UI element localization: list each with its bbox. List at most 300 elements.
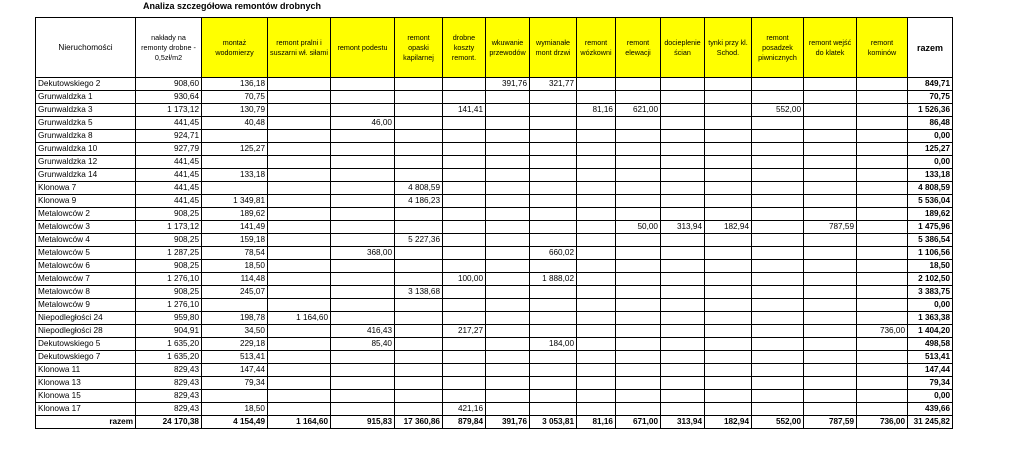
value-cell: 441,45 [136,182,202,195]
value-cell [443,247,486,260]
sheet-title: Analiza szczegółowa remontów drobnych [143,1,322,11]
value-cell [331,390,395,403]
value-cell [616,299,661,312]
header-remont-wejsc: remont wejść do klatek [804,18,857,78]
value-cell [443,312,486,325]
value-cell [268,182,331,195]
value-cell [705,299,752,312]
table-row [36,273,953,286]
header-docieplenie-scian: docieplenie ścian [661,18,705,78]
value-cell [443,169,486,182]
value-cell [804,169,857,182]
value-cell [705,260,752,273]
value-cell: 229,18 [202,338,268,351]
value-cell [443,234,486,247]
value-cell [268,247,331,260]
value-cell [661,351,705,364]
value-cell [857,260,908,273]
header-remont-posadzek: remont posadzek piwnicznych [752,18,804,78]
value-cell [268,221,331,234]
property-name-cell: Grunwaldzka 12 [36,156,136,169]
value-cell [268,143,331,156]
value-cell [395,117,443,130]
property-name-cell: Klonowa 13 [36,377,136,390]
table-row [36,143,953,156]
value-cell [268,377,331,390]
value-cell [395,130,443,143]
value-cell [616,169,661,182]
value-cell [486,364,530,377]
value-cell [857,299,908,312]
row-total-cell: 498,58 [908,338,953,351]
property-name-cell: Metalowców 2 [36,208,136,221]
value-cell [661,364,705,377]
value-cell: 1 276,10 [136,273,202,286]
value-cell [616,156,661,169]
value-cell [661,234,705,247]
property-name-cell: Metalowców 4 [36,234,136,247]
value-cell [530,299,577,312]
value-cell [577,208,616,221]
value-cell [577,260,616,273]
value-cell [616,286,661,299]
table-row [36,286,953,299]
value-cell [268,195,331,208]
value-cell [857,78,908,91]
value-cell [577,338,616,351]
value-cell [705,104,752,117]
value-cell: 1 276,10 [136,299,202,312]
value-cell [395,143,443,156]
value-cell: 391,76 [486,78,530,91]
table-row [36,195,953,208]
value-cell [857,377,908,390]
value-cell [577,390,616,403]
value-cell [486,169,530,182]
value-cell [486,286,530,299]
value-cell: 125,27 [202,143,268,156]
table-row [36,169,953,182]
value-cell [530,156,577,169]
value-cell [577,117,616,130]
value-cell [443,286,486,299]
value-cell [443,143,486,156]
value-cell [443,390,486,403]
value-cell [443,156,486,169]
value-cell [616,351,661,364]
value-cell [705,91,752,104]
value-cell [331,273,395,286]
property-name-cell: Grunwaldzka 1 [36,91,136,104]
total-value-cell: 182,94 [705,416,752,429]
value-cell [804,299,857,312]
value-cell [395,351,443,364]
value-cell [661,208,705,221]
value-cell [661,130,705,143]
value-cell [486,234,530,247]
value-cell: 184,00 [530,338,577,351]
total-value-cell: 17 360,86 [395,416,443,429]
value-cell [486,325,530,338]
value-cell: 141,41 [443,104,486,117]
value-cell: 1 635,20 [136,338,202,351]
value-cell [661,182,705,195]
property-name-cell: Klonowa 15 [36,390,136,403]
value-cell [857,273,908,286]
value-cell [705,130,752,143]
value-cell [752,208,804,221]
value-cell [577,325,616,338]
value-cell [530,351,577,364]
table-row [36,390,953,403]
value-cell [331,195,395,208]
value-cell [661,273,705,286]
value-cell [331,403,395,416]
header-nieruchomosci: Nieruchomości [36,18,136,78]
value-cell [752,143,804,156]
value-cell [804,325,857,338]
row-total-cell: 70,75 [908,91,953,104]
value-cell: 1 349,81 [202,195,268,208]
value-cell [486,195,530,208]
value-cell [530,325,577,338]
value-cell: 141,49 [202,221,268,234]
value-cell: 79,34 [202,377,268,390]
value-cell [705,78,752,91]
value-cell [202,299,268,312]
value-cell [804,78,857,91]
table-row [36,221,953,234]
value-cell [857,338,908,351]
value-cell [395,377,443,390]
value-cell [857,351,908,364]
value-cell [577,312,616,325]
value-cell [752,195,804,208]
value-cell [661,312,705,325]
table-row [36,247,953,260]
value-cell [331,104,395,117]
value-cell: 660,02 [530,247,577,260]
value-cell [331,156,395,169]
property-name-cell: Klonowa 11 [36,364,136,377]
value-cell [395,169,443,182]
value-cell [857,117,908,130]
value-cell [705,351,752,364]
total-value-cell: 879,84 [443,416,486,429]
value-cell [486,104,530,117]
value-cell [395,325,443,338]
value-cell [804,377,857,390]
value-cell [804,91,857,104]
value-cell [486,208,530,221]
value-cell [486,117,530,130]
value-cell [705,208,752,221]
value-cell [857,195,908,208]
value-cell [752,169,804,182]
value-cell [268,78,331,91]
value-cell [331,169,395,182]
value-cell [616,312,661,325]
header-naklady: nakłady na remonty drobne - 0,5zł/m2 [136,18,202,78]
value-cell [616,195,661,208]
value-cell [530,182,577,195]
row-total-cell: 79,34 [908,377,953,390]
value-cell: 50,00 [616,221,661,234]
value-cell: 441,45 [136,117,202,130]
value-cell [577,169,616,182]
table-row [36,377,953,390]
value-cell [331,364,395,377]
value-cell [202,156,268,169]
row-total-cell: 513,41 [908,351,953,364]
total-value-cell: 671,00 [616,416,661,429]
value-cell: 787,59 [804,221,857,234]
value-cell [857,143,908,156]
value-cell: 930,64 [136,91,202,104]
value-cell [661,78,705,91]
value-cell: 114,48 [202,273,268,286]
property-name-cell: Metalowców 7 [36,273,136,286]
value-cell [395,208,443,221]
table-row [36,78,953,91]
value-cell [443,117,486,130]
property-name-cell: Klonowa 17 [36,403,136,416]
row-total-cell: 4 808,59 [908,182,953,195]
value-cell [804,351,857,364]
total-value-cell: 1 164,60 [268,416,331,429]
value-cell [268,156,331,169]
value-cell: 18,50 [202,403,268,416]
value-cell [661,299,705,312]
value-cell [705,182,752,195]
value-cell [616,234,661,247]
value-cell: 368,00 [331,247,395,260]
table-row [36,260,953,273]
value-cell [486,312,530,325]
value-cell [486,247,530,260]
value-cell: 46,00 [331,117,395,130]
value-cell [752,247,804,260]
value-cell [752,325,804,338]
total-value-cell: 736,00 [857,416,908,429]
value-cell: 1 287,25 [136,247,202,260]
value-cell: 182,94 [705,221,752,234]
value-cell: 5 227,36 [395,234,443,247]
value-cell [616,338,661,351]
value-cell [616,325,661,338]
value-cell: 217,27 [443,325,486,338]
value-cell [268,351,331,364]
value-cell [857,182,908,195]
value-cell [661,390,705,403]
row-total-cell: 125,27 [908,143,953,156]
value-cell [331,130,395,143]
value-cell: 3 138,68 [395,286,443,299]
value-cell [857,91,908,104]
value-cell: 159,18 [202,234,268,247]
value-cell [395,91,443,104]
value-cell [530,130,577,143]
total-value-cell: 313,94 [661,416,705,429]
value-cell [268,91,331,104]
value-cell [443,351,486,364]
header-tynki-kl-schod: tynki przy kl. Schod. [705,18,752,78]
row-total-cell: 0,00 [908,299,953,312]
property-name-cell: Niepodległości 28 [36,325,136,338]
value-cell: 4 808,59 [395,182,443,195]
value-cell: 441,45 [136,169,202,182]
value-cell [752,156,804,169]
value-cell [705,338,752,351]
value-cell: 552,00 [752,104,804,117]
value-cell [857,221,908,234]
value-cell [268,325,331,338]
value-cell [752,117,804,130]
value-cell [705,403,752,416]
value-cell [530,390,577,403]
property-name-cell: Grunwaldzka 10 [36,143,136,156]
property-name-cell: Metalowców 6 [36,260,136,273]
value-cell [268,104,331,117]
value-cell [752,312,804,325]
value-cell: 1 888,02 [530,273,577,286]
value-cell [395,273,443,286]
value-cell [530,403,577,416]
total-value-cell: 31 245,82 [908,416,953,429]
header-remont-pralni: remont pralni i suszarni wł. siłami [268,18,331,78]
value-cell [857,364,908,377]
total-value-cell: 391,76 [486,416,530,429]
value-cell [577,195,616,208]
value-cell [395,221,443,234]
row-total-cell: 0,00 [908,390,953,403]
value-cell [857,169,908,182]
value-cell: 621,00 [616,104,661,117]
value-cell [616,247,661,260]
value-cell [331,78,395,91]
value-cell [268,299,331,312]
value-cell: 198,78 [202,312,268,325]
value-cell [577,377,616,390]
value-cell [616,273,661,286]
value-cell [268,117,331,130]
value-cell [616,208,661,221]
value-cell [804,312,857,325]
property-name-cell: Dekutowskiego 5 [36,338,136,351]
header-remont-wozkowni: remont wózkowni [577,18,616,78]
value-cell [486,221,530,234]
value-cell [331,286,395,299]
total-value-cell: 915,83 [331,416,395,429]
row-total-cell: 189,62 [908,208,953,221]
table-row [36,351,953,364]
row-total-cell: 1 475,96 [908,221,953,234]
value-cell [752,273,804,286]
header-remont-kominow: remont kominów [857,18,908,78]
value-cell [616,260,661,273]
value-cell [705,247,752,260]
value-cell [486,143,530,156]
value-cell: 321,77 [530,78,577,91]
table-row [36,182,953,195]
value-cell [661,403,705,416]
total-row [36,416,953,429]
value-cell [268,403,331,416]
value-cell [486,273,530,286]
value-cell [530,169,577,182]
value-cell [752,234,804,247]
value-cell [331,351,395,364]
value-cell [804,130,857,143]
value-cell [268,130,331,143]
value-cell [202,130,268,143]
value-cell [616,130,661,143]
value-cell [331,143,395,156]
value-cell [661,247,705,260]
value-cell [752,390,804,403]
value-cell [616,91,661,104]
value-cell [752,299,804,312]
value-cell [804,234,857,247]
value-cell [577,234,616,247]
value-cell [616,377,661,390]
value-cell [705,234,752,247]
value-cell: 416,43 [331,325,395,338]
value-cell [530,286,577,299]
value-cell [443,364,486,377]
value-cell [616,390,661,403]
value-cell [395,78,443,91]
value-cell [486,338,530,351]
row-total-cell: 5 386,54 [908,234,953,247]
value-cell [705,325,752,338]
value-cell [857,390,908,403]
value-cell [857,104,908,117]
value-cell [577,78,616,91]
row-total-cell: 849,71 [908,78,953,91]
value-cell: 421,16 [443,403,486,416]
value-cell [705,364,752,377]
value-cell [443,195,486,208]
value-cell [530,377,577,390]
value-cell [661,286,705,299]
total-value-cell: 3 053,81 [530,416,577,429]
value-cell: 908,25 [136,286,202,299]
header-row [36,18,953,78]
value-cell [268,169,331,182]
table-row [36,364,953,377]
value-cell [661,338,705,351]
value-cell [530,221,577,234]
value-cell [705,377,752,390]
value-cell [857,286,908,299]
value-cell [486,91,530,104]
value-cell [530,195,577,208]
value-cell: 441,45 [136,156,202,169]
value-cell [577,403,616,416]
value-cell: 1 173,12 [136,221,202,234]
property-name-cell: Metalowców 3 [36,221,136,234]
value-cell [857,234,908,247]
value-cell [705,143,752,156]
value-cell [577,247,616,260]
value-cell [577,182,616,195]
value-cell: 245,07 [202,286,268,299]
value-cell [486,377,530,390]
value-cell [577,156,616,169]
value-cell [443,182,486,195]
value-cell [530,312,577,325]
